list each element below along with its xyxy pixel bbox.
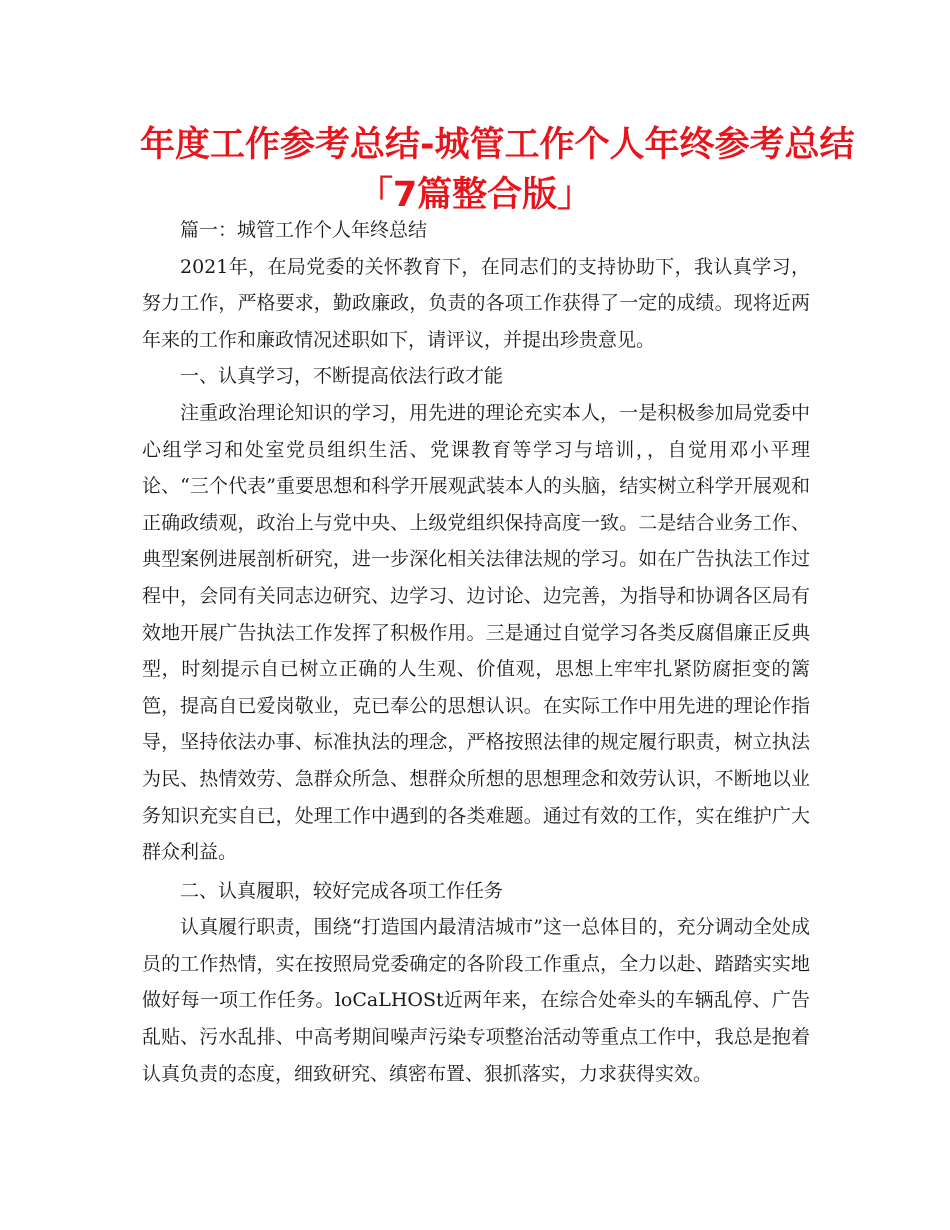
heading-1: 一、认真学习，不断提高依法行政才能 [180,365,504,388]
section-title: 篇一：城管工作个人年终总结 [180,219,428,241]
document-title [140,120,855,220]
paragraph-2: 认真履行职责，围绕“打造国内最清洁城市”这一总体目的，充分调动全处成员的工作热情，实在按照局党委确定的各阶段工作重点，全力以赴、踏踏实实地做好每一项工作任务。loCaLHOSt近两年来，在综合处牵头的车辆乱停、广告乱贴、污水乱排、中高考期间噪声污染专项整治活动等重点工作中，我总是抱着认真负责的态度，细致研究、缜密布置、狠抓落实，力求获得实效。 [142,916,810,1085]
paragraph-1: 注重政治理论知识的学习，用先进的理论充实本人，一是积极参加局党委中心组学习和处室党员组织生活、党课教育等学习与培训，，自觉用邓小平理论、“三个代表”重要思想和科学开展观武装本人的头脑，结实树立科学开展观和正确政绩观，政治上与党中央、上级党组织保持高度一致。二是结合业务工作、典型案例进展剖析研究，进一步深化相关法律法规的学习。如在广告执法工作过程中，会同有关同志边研究、边学习、边讨论、边完善，为指导和协调各区局有效地开展广告执法工作发挥了积极作用。三是通过自觉学习各类反腐倡廉正反典型，时刻提示自已树立正确的人生观、价值观，思想上牢牢扎紧防腐拒变的篱笆，提高自已爱岗敬业，克已奉公的思想认识。在实际工作中用先进的理论作指导，坚持依法办事、标准执法的理念，严格按照法律的规定履行职责，树立执法为民、热情效劳、急群众所急、想群众所想的思想理念和效劳认识，不断地以业务知识充实自已，处理工作中遇到的各类难题。通过有效的工作，实在维护广大群众利益。 [142,401,810,864]
title-line-1: 年度工作参考总结-城管工作个人年终参考总结 [140,125,855,165]
intro-paragraph: 2021年，在局党委的关怀教育下，在同志们的支持协助下，我认真学习，努力工作，严格要求，勤政廉政，负责的各项工作获得了一定的成绩。现将近两年来的工作和廉政情况述职如下，请评议，并提出珍贵意见。 [142,255,810,351]
title-line-2: 「7篇整合版」 [357,175,593,215]
document-body [142,212,810,1092]
heading-2: 二、认真履职，较好完成各项工作任务 [180,879,504,902]
